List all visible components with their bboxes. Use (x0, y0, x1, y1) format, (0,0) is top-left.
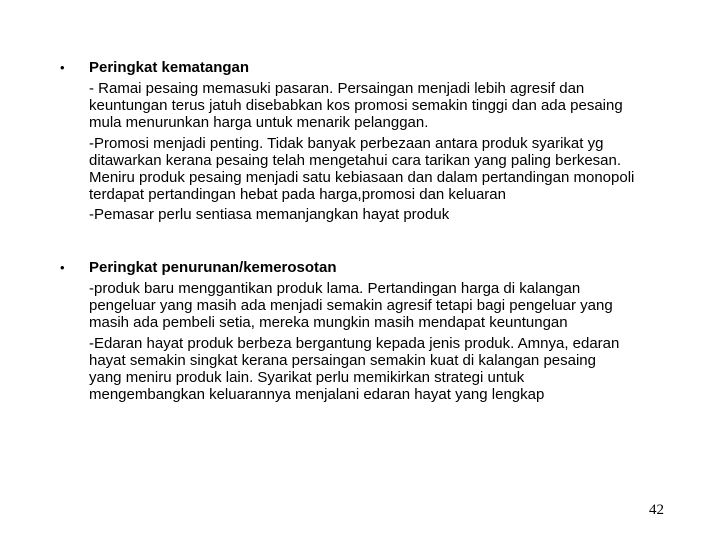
text-line: pengeluar yang masih ada menjadi semakin agresif tetapi bagi pengeluar yang (89, 297, 613, 315)
section-content (89, 59, 689, 224)
text-line: terdapat pertandingan hebat pada harga,promosi dan keluaran (89, 186, 506, 204)
paragraph (89, 135, 689, 204)
text-line: yang meniru produk lain. Syarikat perlu memikirkan strategi untuk (89, 369, 525, 387)
paragraph (89, 206, 689, 223)
paragraph (89, 280, 689, 332)
section-content (89, 259, 689, 403)
text-line: Meniru produk pesaing menjadi satu kebiasaan dan dalam pertandingan monopoli (89, 169, 635, 187)
text-line: -Pemasar perlu sentiasa memanjangkan hayat produk (89, 206, 450, 224)
bullet-icon: • (60, 60, 65, 75)
text-line: hayat semakin singkat kerana persaingan semakin kuat di kalangan pesaing (89, 351, 596, 369)
paragraph (89, 80, 689, 132)
text-line: ditawarkan kerana pesaing telah mengetahui cara tarikan yang paling berkesan. (89, 151, 622, 169)
text-line: -Edaran hayat produk berbeza bergantung kepada jenis produk. Amnya, edaran (89, 334, 620, 352)
bullet-icon: • (60, 260, 65, 275)
text-line: - Ramai pesaing memasuki pasaran. Persaingan menjadi lebih agresif dan (89, 80, 585, 97)
text-line: mula menurunkan harga untuk menarik pelanggan. (89, 114, 429, 132)
section-heading: Peringkat kematangan (89, 59, 250, 76)
text-line: keuntungan terus jatuh disebabkan kos promosi semakin tinggi dan ada pesaing (89, 97, 623, 115)
text-line: -produk baru menggantikan produk lama. Pertandingan harga di kalangan (89, 280, 581, 297)
text-line: mengembangkan keluarannya menjalani edaran hayat yang lengkap (89, 386, 545, 404)
page-number: 42 (649, 502, 664, 518)
section-heading: Peringkat penurunan/kemerosotan (89, 259, 337, 276)
text-line: -Promosi menjadi penting. Tidak banyak perbezaan antara produk syarikat yg (89, 134, 604, 152)
text-line: masih ada pembeli setia, mereka mungkin masih mendapat keuntungan (89, 314, 568, 332)
paragraph (89, 335, 689, 404)
